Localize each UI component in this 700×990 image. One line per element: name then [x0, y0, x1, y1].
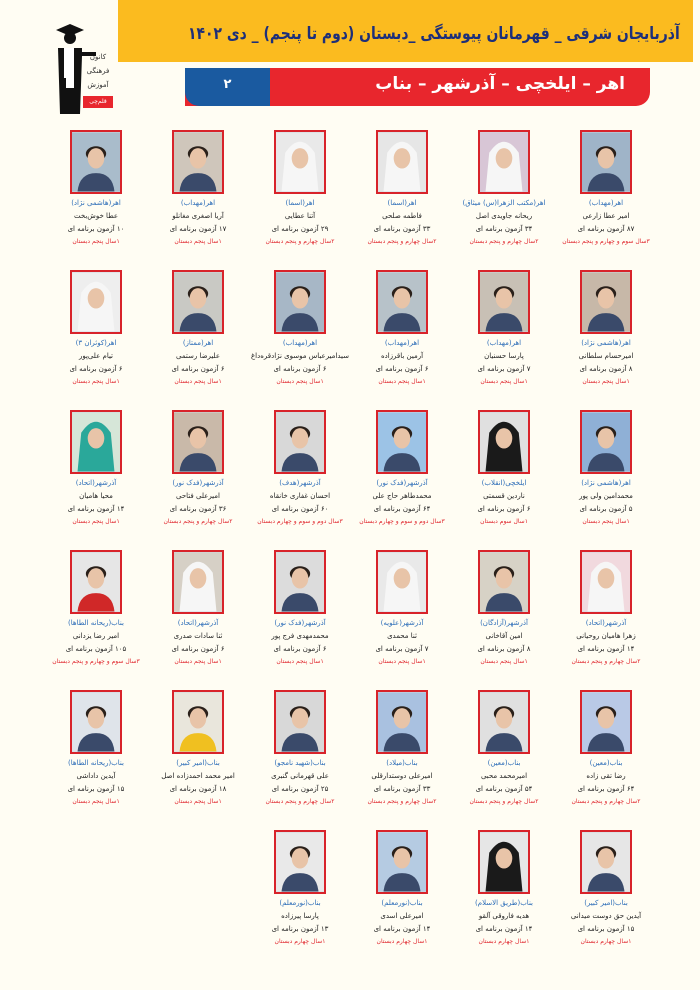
student-grade-years: ۱سال پنجم دبستان [582, 378, 630, 385]
student-exam-count: ۱۳ آزمون برنامه ای [271, 925, 329, 933]
student-exam-count: ۷ آزمون برنامه ای [375, 645, 429, 653]
student-name: پارسا پیرزاده [281, 912, 319, 920]
student-card [351, 130, 453, 270]
student-name: آتنا عطایی [284, 212, 316, 220]
student-card [147, 550, 249, 690]
student-exam-count: ۲۹ آزمون برنامه ای [271, 225, 329, 233]
student-photo [376, 130, 428, 194]
student-exam-count: ۶ آزمون برنامه ای [477, 505, 531, 513]
student-school: بناب(معین) [487, 759, 521, 767]
student-exam-count: ۷ آزمون برنامه ای [477, 365, 531, 373]
student-portrait-icon [582, 832, 630, 892]
student-portrait-icon [174, 272, 222, 332]
student-grade-years: ۱سال چهارم دبستان [274, 938, 326, 945]
student-school: اهر(اسما) [285, 199, 315, 207]
student-name: امیرعلی اسدی [380, 912, 424, 920]
student-name: آیدین داداشی [76, 772, 116, 780]
student-card [555, 410, 657, 550]
student-card [249, 690, 351, 830]
student-card [45, 410, 147, 550]
student-school: اهر(کوثران ۳) [75, 339, 117, 347]
student-portrait-icon [276, 412, 324, 472]
student-card [555, 130, 657, 270]
student-photo [70, 550, 122, 614]
student-name: تیام علی‌پور [78, 352, 114, 360]
student-school: بناب(ریحانه الطاها) [68, 759, 124, 767]
student-school: بناب(طریق الاسلام) [475, 899, 534, 907]
student-card [351, 690, 453, 830]
student-card [147, 270, 249, 410]
student-portrait-icon [276, 832, 324, 892]
student-card [453, 270, 555, 410]
student-photo [274, 690, 326, 754]
student-grade-years: ۲سال چهارم و پنجم دبستان [163, 518, 233, 525]
student-school: آذرشهر(فدک نور) [376, 479, 428, 487]
student-portrait-icon [378, 132, 426, 192]
page-number: ۲ [223, 77, 232, 92]
student-photo [274, 550, 326, 614]
student-name: احسان غفاری خانقاه [269, 492, 331, 500]
student-card [147, 130, 249, 270]
student-name: محمدامین ولی پور [579, 492, 633, 500]
student-exam-count: ۱۷ آزمون برنامه ای [169, 225, 227, 233]
student-portrait-icon [72, 412, 120, 472]
student-exam-count: ۱۴ آزمون برنامه ای [577, 645, 635, 653]
student-name: پارسا حسنیان [484, 352, 524, 360]
student-photo [478, 550, 530, 614]
student-grade-years: ۲سال چهارم و پنجم دبستان [469, 798, 539, 805]
student-card [249, 130, 351, 270]
student-name: امین آقاخانی [485, 632, 523, 640]
student-photo [172, 270, 224, 334]
student-school: آذرشهر(فدک نور) [172, 479, 224, 487]
student-name: سیدامیرعباس موسوی نژادقره‌داغ [250, 352, 350, 360]
student-card [453, 130, 555, 270]
student-portrait-icon [378, 412, 426, 472]
student-exam-count: ۳۶ آزمون برنامه ای [169, 505, 227, 513]
student-school: اهر(ممتاز) [182, 339, 214, 347]
student-grade-years: ۱سال سوم دبستان [480, 518, 528, 525]
student-portrait-icon [378, 832, 426, 892]
student-card [453, 830, 555, 970]
student-portrait-icon [582, 132, 630, 192]
logo-badge: قلم‌چی [83, 96, 113, 108]
student-exam-count: ۳۳ آزمون برنامه ای [373, 785, 431, 793]
student-photo [274, 830, 326, 894]
student-portrait-icon [378, 272, 426, 332]
student-grade-years: ۱سال پنجم دبستان [72, 518, 120, 525]
student-photo [478, 130, 530, 194]
student-photo [580, 130, 632, 194]
student-exam-count: ۶ آزمون برنامه ای [273, 645, 327, 653]
student-portrait-icon [480, 692, 528, 752]
student-photo [70, 690, 122, 754]
logo-text-1: کانون [89, 53, 107, 61]
student-exam-count: ۱۵ آزمون برنامه ای [67, 785, 125, 793]
student-school: بناب(میلاد) [386, 759, 418, 767]
student-card [351, 270, 453, 410]
student-name: محیا هامیان [79, 492, 113, 500]
student-name: ثنا محمدی [387, 632, 417, 640]
student-photo [172, 410, 224, 474]
logo-text-2: فرهنگی [86, 67, 110, 75]
student-portrait-icon [174, 552, 222, 612]
student-photo [478, 270, 530, 334]
student-school: آذرشهر(اتحاد) [177, 619, 219, 627]
student-name: ریحانه جاویدی اصل [475, 212, 533, 220]
page-subtitle: اهر – ایلخچی – آذرشهر – بناب [375, 74, 625, 94]
student-portrait-icon [72, 132, 120, 192]
student-grade-years: ۱سال چهارم دبستان [580, 938, 632, 945]
student-card [249, 830, 351, 970]
student-exam-count: ۶۴ آزمون برنامه ای [373, 505, 431, 513]
student-grade-years: ۱سال پنجم دبستان [174, 658, 222, 665]
student-school: بناب(نورمعلم) [279, 899, 321, 907]
student-exam-count: ۱۴ آزمون برنامه ای [373, 925, 431, 933]
student-school: آذرشهر(اتحاد) [75, 479, 117, 487]
student-card [147, 410, 249, 550]
student-school: آذرشهر(فدک نور) [274, 619, 326, 627]
student-photo [172, 550, 224, 614]
student-name: ناردین قسمتی [483, 492, 525, 500]
student-portrait-icon [72, 692, 120, 752]
student-photo [580, 410, 632, 474]
student-school: آذرشهر(هدف) [279, 479, 321, 487]
student-photo [376, 550, 428, 614]
student-exam-count: ۶ آزمون برنامه ای [171, 365, 225, 373]
student-exam-count: ۶ آزمون برنامه ای [69, 365, 123, 373]
student-card [249, 410, 351, 550]
student-name: آریا اصغری مغانلو [172, 212, 224, 220]
student-card [147, 690, 249, 830]
student-name: ثنا سادات صدری [173, 632, 223, 640]
student-grade-years: ۳سال سوم و چهارم و پنجم دبستان [562, 238, 650, 245]
student-name: علیرضا رستمی [176, 352, 221, 360]
student-portrait-icon [480, 272, 528, 332]
student-exam-count: ۳۳ آزمون برنامه ای [373, 225, 431, 233]
student-photo [376, 270, 428, 334]
student-photo [70, 410, 122, 474]
student-exam-count: ۱۰۵ آزمون برنامه ای [65, 645, 127, 653]
student-grade-years: ۲سال چهارم و پنجم دبستان [367, 798, 437, 805]
student-name: امیر محمد احمدزاده اصل [161, 772, 235, 780]
student-exam-count: ۸ آزمون برنامه ای [477, 645, 531, 653]
student-grade-years: ۱سال پنجم دبستان [174, 238, 222, 245]
student-card [453, 550, 555, 690]
student-card [249, 270, 351, 410]
student-card [351, 550, 453, 690]
student-portrait-icon [174, 412, 222, 472]
logo-text-3: آموزش [87, 81, 109, 89]
student-grade-years: ۱سال چهارم دبستان [478, 938, 530, 945]
student-school: آذرشهر(اتحاد) [585, 619, 627, 627]
student-school: بناب(شهید نامجو) [274, 759, 326, 767]
student-grade-years: ۳سال دوم و سوم و چهارم دبستان [257, 518, 343, 525]
student-school: اهر(هاشمی نژاد) [581, 479, 631, 487]
student-school: اهر(مهداب) [282, 339, 318, 347]
student-exam-count: ۱۴ آزمون برنامه ای [67, 505, 125, 513]
student-exam-count: ۸ آزمون برنامه ای [579, 365, 633, 373]
student-card [555, 690, 657, 830]
student-school: بناب(نورمعلم) [381, 899, 423, 907]
student-photo [580, 270, 632, 334]
student-name: محمدطاهر حاج علی [372, 492, 432, 500]
student-name: امیرحسام سلطانی [578, 352, 634, 360]
student-exam-count: ۶ آزمون برنامه ای [375, 365, 429, 373]
student-school: آذرشهر(علویه) [380, 619, 424, 627]
student-name: آرمین باقرزاده [380, 352, 424, 360]
student-card [45, 130, 147, 270]
student-exam-count: ۸۷ آزمون برنامه ای [577, 225, 635, 233]
student-photo [172, 690, 224, 754]
student-exam-count: ۱۸ آزمون برنامه ای [169, 785, 227, 793]
student-card [555, 270, 657, 410]
student-exam-count: ۶۴ آزمون برنامه ای [577, 785, 635, 793]
student-exam-count: ۵ آزمون برنامه ای [579, 505, 633, 513]
student-card [45, 690, 147, 830]
student-grade-years: ۱سال پنجم دبستان [480, 378, 528, 385]
student-portrait-icon [378, 692, 426, 752]
student-exam-count: ۲۵ آزمون برنامه ای [271, 785, 329, 793]
student-portrait-icon [582, 692, 630, 752]
student-school: اهر(هاشمی نژاد) [71, 199, 121, 207]
student-photo [274, 130, 326, 194]
student-grade-years: ۱سال پنجم دبستان [72, 378, 120, 385]
student-name: امیرعلی فتاحی [176, 492, 220, 500]
student-photo [580, 830, 632, 894]
student-grade-years: ۱سال پنجم دبستان [378, 378, 426, 385]
student-portrait-icon [480, 832, 528, 892]
page-title: آذربایجان شرقی _ قهرمانان پیوستگی _دبستان (دوم تا پنجم) _ دی ۱۴۰۲ [188, 24, 680, 44]
student-card [45, 550, 147, 690]
student-grade-years: ۱سال پنجم دبستان [72, 238, 120, 245]
student-grade-years: ۱سال پنجم دبستان [174, 798, 222, 805]
student-school: اهر(مکتب الزهرا(س) میثاق) [462, 199, 546, 207]
student-portrait-icon [174, 692, 222, 752]
student-name: زهرا هامیان روحیانی [576, 632, 636, 640]
student-grade-years: ۳سال دوم و سوم و چهارم دبستان [359, 518, 445, 525]
student-exam-count: ۶ آزمون برنامه ای [273, 365, 327, 373]
student-card [453, 690, 555, 830]
student-photo [478, 830, 530, 894]
student-name: امیر رضا یزدانی [72, 632, 120, 640]
student-photo [70, 270, 122, 334]
student-photo [580, 550, 632, 614]
student-grade-years: ۲سال چهارم و پنجم دبستان [265, 238, 335, 245]
student-grade-years: ۱سال پنجم دبستان [480, 658, 528, 665]
student-card [249, 550, 351, 690]
student-school: بناب(ریحانه الطاها) [68, 619, 124, 627]
student-portrait-icon [378, 552, 426, 612]
student-exam-count: ۶۰ آزمون برنامه ای [271, 505, 329, 513]
student-photo [376, 830, 428, 894]
student-portrait-icon [72, 552, 120, 612]
student-photo [580, 690, 632, 754]
student-grade-years: ۱سال پنجم دبستان [276, 658, 324, 665]
student-name: آیدین حق دوست میدانی [570, 912, 642, 920]
student-photo [274, 410, 326, 474]
student-exam-count: ۱۴ آزمون برنامه ای [475, 925, 533, 933]
student-school: اهر(مهداب) [486, 339, 522, 347]
student-photo [376, 410, 428, 474]
student-exam-count: ۶ آزمون برنامه ای [171, 645, 225, 653]
student-exam-count: ۳۴ آزمون برنامه ای [475, 225, 533, 233]
student-grade-years: ۲سال چهارم و پنجم دبستان [265, 798, 335, 805]
student-school: بناب(امیر کبیر) [584, 899, 628, 907]
student-name: عطا خوش‌بخت [73, 212, 119, 220]
student-grade-years: ۲سال چهارم و پنجم دبستان [469, 238, 539, 245]
student-school: اهر(هاشمی نژاد) [581, 339, 631, 347]
student-card [555, 830, 657, 970]
student-name: فاطمه صلحی [382, 212, 422, 220]
student-name: هدیه فاروقی آلقو [478, 912, 530, 920]
student-photo [172, 130, 224, 194]
student-exam-count: ۱۰ آزمون برنامه ای [67, 225, 125, 233]
student-school: اهر(مهداب) [180, 199, 216, 207]
student-school: بناب(معین) [589, 759, 623, 767]
student-card [555, 550, 657, 690]
student-photo [478, 690, 530, 754]
student-grade-years: ۱سال پنجم دبستان [276, 378, 324, 385]
student-name: امیرعلی دوستدارقلی [371, 772, 433, 780]
student-exam-count: ۵۴ آزمون برنامه ای [475, 785, 533, 793]
student-grade-years: ۲سال چهارم و پنجم دبستان [571, 798, 641, 805]
student-portrait-icon [276, 272, 324, 332]
student-portrait-icon [480, 132, 528, 192]
student-photo [376, 690, 428, 754]
student-name: رضا تقی زاده [586, 772, 626, 780]
student-grid [45, 130, 657, 970]
student-grade-years: ۱سال پنجم دبستان [174, 378, 222, 385]
student-name: محمدمهدی فرج پور [271, 632, 329, 640]
student-photo [70, 130, 122, 194]
student-grade-years: ۳سال سوم و چهارم و پنجم دبستان [52, 658, 140, 665]
student-portrait-icon [582, 552, 630, 612]
student-portrait-icon [480, 552, 528, 612]
student-portrait-icon [174, 132, 222, 192]
student-portrait-icon [276, 692, 324, 752]
student-name: علی قهرمانی گنبری [271, 772, 329, 780]
student-school: اهر(اسما) [387, 199, 417, 207]
student-card [351, 830, 453, 970]
student-portrait-icon [276, 132, 324, 192]
student-portrait-icon [582, 272, 630, 332]
student-portrait-icon [72, 272, 120, 332]
student-portrait-icon [480, 412, 528, 472]
student-school: اهر(مهداب) [384, 339, 420, 347]
student-grade-years: ۱سال چهارم دبستان [376, 938, 428, 945]
student-grade-years: ۲سال چهارم و پنجم دبستان [571, 658, 641, 665]
student-school: بناب(امیر کبیر) [176, 759, 220, 767]
student-grade-years: ۲سال چهارم و پنجم دبستان [367, 238, 437, 245]
student-grade-years: ۱سال پنجم دبستان [582, 518, 630, 525]
student-card [453, 410, 555, 550]
student-photo [274, 270, 326, 334]
student-photo [478, 410, 530, 474]
student-school: آذرشهر(آزادگان) [480, 619, 528, 627]
student-school: اهر(مهداب) [588, 199, 624, 207]
student-card [351, 410, 453, 550]
student-portrait-icon [276, 552, 324, 612]
student-name: امیر عطا زارعی [582, 212, 630, 220]
student-grade-years: ۱سال پنجم دبستان [378, 658, 426, 665]
student-card [45, 270, 147, 410]
student-exam-count: ۱۵ آزمون برنامه ای [577, 925, 635, 933]
student-school: ایلخچی(انقلاب) [481, 479, 527, 487]
student-grade-years: ۱سال پنجم دبستان [72, 798, 120, 805]
student-portrait-icon [582, 412, 630, 472]
student-name: امیرمحمد محبی [480, 772, 528, 780]
